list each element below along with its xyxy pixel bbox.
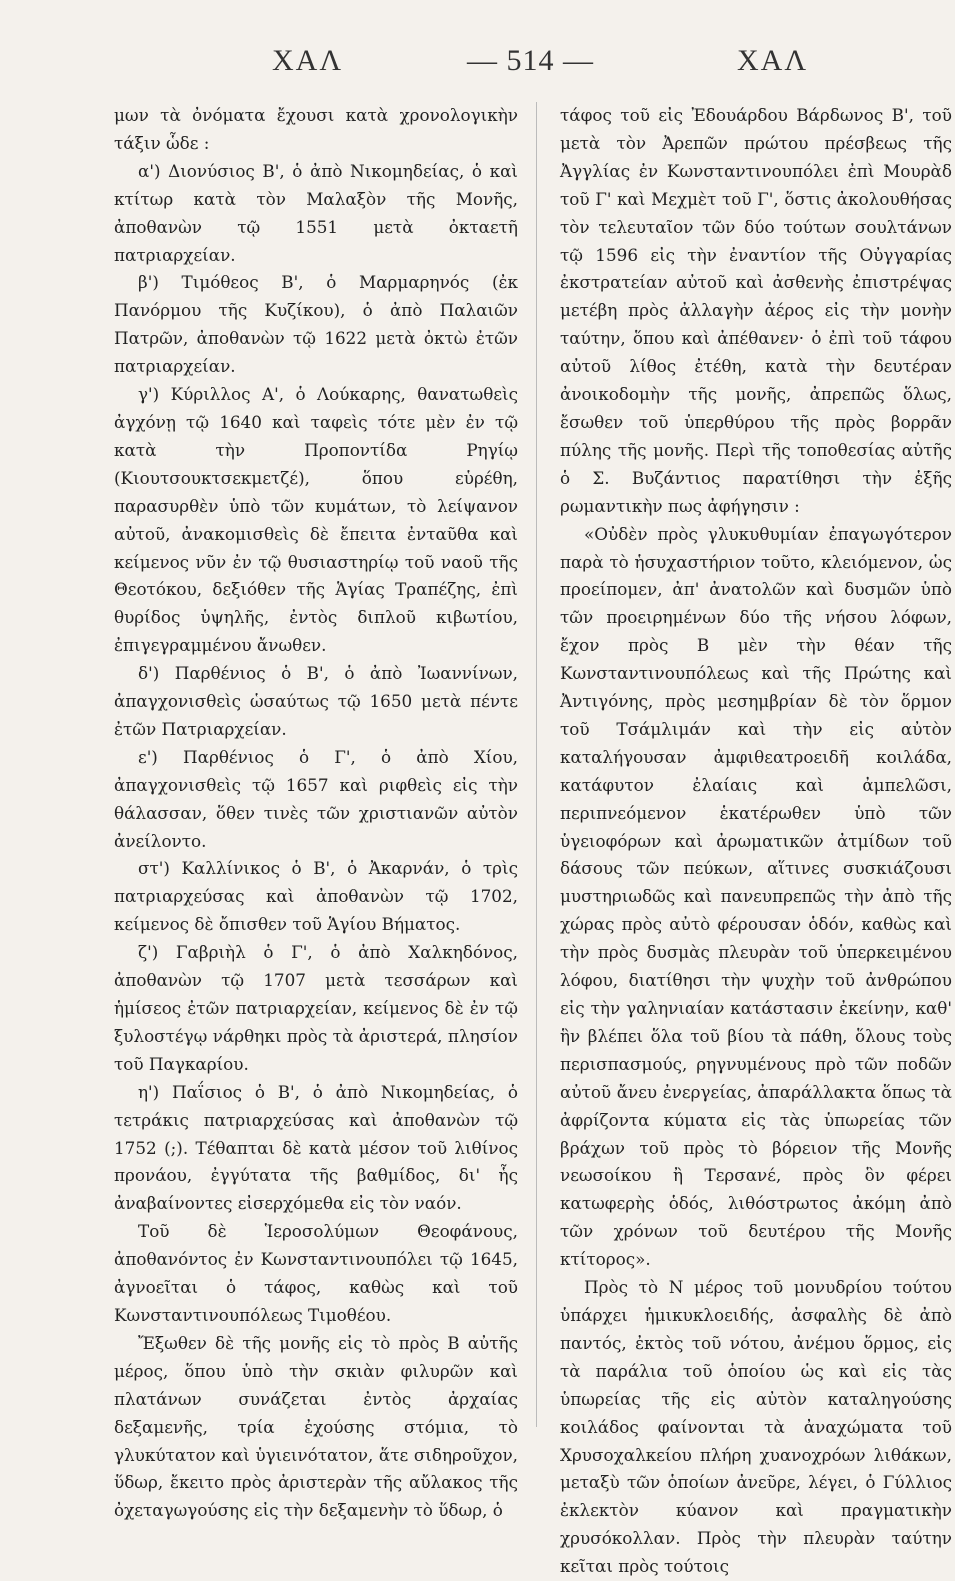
paragraph: ζ') Γαβριὴλ ὁ Γ', ὁ ἀπὸ Χαλκηδόνος, ἀποθανὼν τῷ 1707 μετὰ τεσσάρων καὶ ἡμίσεος ἐτῶν πατριαρχείαν, κείμενος δὲ ἐν τῷ ξυλοστέγῳ νάρθηκι πρὸς τὰ ἀριστερά, πλησίον τοῦ Παγκαρίου.: [114, 942, 518, 1074]
paragraph: ε') Παρθένιος ὁ Γ', ὁ ἀπὸ Χίου, ἀπαγχονισθεὶς τῷ 1657 καὶ ριφθεὶς εἰς τὴν θάλασσαν, ὅθεν τινὲς τῶν χριστιανῶν αὐτὸν ἀνείλοντο.: [114, 746, 518, 851]
paragraph: η') Παΐσιος ὁ Β', ὁ ἀπὸ Νικομηδείας, ὁ τετράκις πατριαρχεύσας καὶ ἀποθανὼν τῷ 1752 (;). Τέθαπται δὲ κατὰ μέσον τοῦ λιθίνος προνάου, ἐγγύτατα τῆς βαθμίδος, δι' ἧς ἀναβαίνοντες εἰσερχόμεθα εἰς τὸν ναόν.: [114, 1081, 518, 1214]
paragraph: Πρὸς τὸ Ν μέρος τοῦ μονυδρίου τούτου ὑπάρχει ἡμικυκλοειδής, ἀσφαλὴς δὲ ἀπὸ παντός, ἐκτὸς τοῦ νότου, ἀνέμου ὅρμος, εἰς τὰ παράλια τοῦ ὁποίου ὡς καὶ εἰς τὰς ὑπωρείας τῆς εἰς αὐτὸν καταληγούσης κοιλάδος φαίνονται τὰ ἀναχώματα τοῦ Χρυσοχαλκείου πλήρη χυανοχρόων λιθάκων, μεταξὺ τῶν ὁποίων ἀνεῦρε, λέγει, ὁ Γύλλιος ἐκλεκτὸν κύανον καὶ πραγματικὴν χρυσόκολλαν. Πρὸς τὴν πλευρὰν ταύτην κεῖται πρὸς τούτοις: [560, 1277, 952, 1577]
paragraph: Τοῦ δὲ Ἱεροσολύμων Θεοφάνους, ἀποθανόντος ἐν Κωνσταντινουπόλει τῷ 1645, ἀγνοεῖται ὁ τάφος, καθὼς καὶ τοῦ Κωνσταντινουπόλεως Τιμοθέου.: [114, 1221, 518, 1325]
paragraph: στ') Καλλίνικος ὁ Β', ὁ Ἀκαρνάν, ὁ τρὶς πατριαρχεύσας καὶ ἀποθανὼν τῷ 1702, κείμενος δὲ ὄπισθεν τοῦ Ἁγίου Βήματος.: [114, 858, 518, 935]
paragraph: β') Τιμόθεος Β', ὁ Μαρμαρηνός (ἐκ Πανόρμου τῆς Κυζίκου), ὁ ἀπὸ Παλαιῶν Πατρῶν, ἀποθανὼν τῷ 1622 μετὰ ὀκτὼ ἐτῶν πατριαρχείαν.: [114, 272, 518, 377]
quoted-paragraph: «Οὐδὲν πρὸς γλυκυθυμίαν ἐπαγωγότερον παρὰ τὸ ἡσυχαστήριον τοῦτο, κλειόμενον, ὡς προείπομεν, ἀπ' ἀνατολῶν καὶ δυσμῶν ὑπὸ τῶν προειρημένων δύο τῆς νήσου λόφων, ἔχον πρὸς Β μὲν τὴν θέαν τῆς Κωνσταντινουπόλεως καὶ τῆς Πρώτης καὶ Ἀντιγόνης, πρὸς μεσημβρίαν δὲ τὸν ὅρμον τοῦ Τσάμλιμάν καὶ τὴν εἰς αὐτὸν καταλήγουσαν ἀμφιθεατροειδῆ κοιλάδα, κατάφυτον ἐλαίαις καὶ ἀμπελῶσι, περιπνεόμενον ἑκατέρωθεν ὑπὸ τῶν ὑγειοφόρων καὶ ἀρωματικῶν ἀτμίδων τοῦ δάσους τῶν πεύκων, αἵτινες συσκιάζουσι μυστηριωδῶς καὶ πανευπρεπῶς τὴν ἀπὸ τῆς χώρας πρὸς αὐτὸ φέρουσαν ὁδόν, καθὼς καὶ τὴν πρὸς δυσμὰς πλευρὰν τοῦ ὑπερκειμένου λόφου, διατίθησι τὴν ψυχὴν τοῦ ἀνθρώπου εἰς τὴν γαληνιαίαν κατάστασιν ἐκείνην, καθ' ἣν βλέπει ὅλα τοῦ βίου τὰ πάθη, ὅλους τοὺς περισπασμούς, ρηγνυμένους πρὸ τῶν ποδῶν αὐτοῦ ἄνευ ἐνεργείας, ἀπαράλλακτα ὅπως τὰ ἀφρίζοντα κύματα εἰς τὰς ὑπωρείας τῶν βράχων τοῦ πρὸς τὸ βόρειον τῆς Μονῆς νεωσοίκου ἢ Τερσανέ, πρὸς ὃν φέρει κατωφερὴς ὁδός, λιθόστρωτος ἀκόμη ἀπὸ τῶν χρόνων τοῦ δευτέρου τῆς Μονῆς κτίτορος».: [560, 523, 952, 1270]
right-column: [560, 102, 952, 1581]
paragraph: α') Διονύσιος Β', ὁ ἀπὸ Νικομηδείας, ὁ καὶ κτίτωρ κατὰ τὸν Μαλαξὸν τῆς Μονῆς, ἀποθανὼν τῷ 1551 μετὰ ὀκταετῆ πατριαρχείαν.: [114, 160, 518, 265]
page-number: — 514 —: [467, 44, 594, 77]
paragraph: δ') Παρθένιος ὁ Β', ὁ ἀπὸ Ἰωαννίνων, ἀπαγχονισθεὶς ὡσαύτως τῷ 1650 μετὰ πέντε ἐτῶν Πατριαρχείαν.: [114, 663, 518, 739]
paragraph: τάφος τοῦ εἰς Ἐδουάρδου Βάρδωνος Β', τοῦ μετὰ τὸν Ἀρεπῶν πρώτου πρέσβεως τῆς Ἀγγλίας ἐν Κωνσταντινουπόλει ἐπὶ Μουρὰδ τοῦ Γ' καὶ Μεχμὲτ τοῦ Γ', ὅστις ἀκολουθήσας τὸν τελευταῖον τῶν δύο τούτων σουλτάνων τῷ 1596 εἰς τὴν ἐναντίον τῆς Οὐγγαρίας ἐκστρατείαν αὐτοῦ καὶ ἀσθενὴς ἐπιστρέψας μετέβη πρὸς ἀλλαγὴν ἀέρος εἰς τὴν μονὴν ταύτην, ὅπου καὶ ἀπέθανεν· ὁ ἐπὶ τοῦ τάφου αὐτοῦ λίθος ἐτέθη, κατὰ τὴν δευτέραν ἀνοικοδομὴν τῆς μονῆς, ἀπρεπῶς ὅλως, ἔσωθεν τοῦ ὑπερθύρου τῆς πρὸς βορρᾶν πύλης τῆς μονῆς. Περὶ τῆς τοποθεσίας αὐτῆς ὁ Σ. Βυζάντιος παρατίθησι τὴν ἑξῆς ρωμαντικὴν πως ἀφήγησιν :: [560, 105, 952, 516]
paragraph: Ἔξωθεν δὲ τῆς μονῆς εἰς τὸ πρὸς Β αὐτῆς μέρος, ὅπου ὑπὸ τὴν σκιὰν φιλυρῶν καὶ πλατάνων συνάζεται ἐντὸς ἀρχαίας δεξαμενῆς, τρία ἐχούσης στόμια, τὸ γλυκύτατον καὶ ὑγιεινότατον, ἅτε σιδηροῦχον, ὕδωρ, ἔκειτο πρὸς ἀριστερὰν τῆς αὔλακος τῆς ὀχεταγωγούσης εἰς τὴν δεξαμενὴν τὸ ὕδωρ, ὁ: [114, 1332, 518, 1521]
header-left-word: ΧΑΛ: [272, 44, 344, 77]
header-right-word: ΧΑΛ: [737, 44, 809, 77]
left-column: [114, 102, 518, 1525]
column-divider: [536, 102, 537, 1427]
paragraph: μων τὰ ὀνόματα ἔχουσι κατὰ χρονολογικὴν τάξιν ὧδε :: [114, 105, 518, 153]
running-header: [112, 44, 872, 84]
paragraph: γ') Κύριλλος Α', ὁ Λούκαρης, θανατωθεὶς ἀγχόνῃ τῷ 1640 καὶ ταφεὶς τότε μὲν ἐν τῷ κατὰ τὴν Προποντίδα Ρηγίῳ (Κιουτσουκτσεκμετζέ), ὅπου εὑρέθη, παρασυρθὲν ὑπὸ τῶν κυμάτων, τὸ λείψανον αὐτοῦ, ἀνακομισθεὶς δὲ ἔπειτα ἐνταῦθα καὶ κείμενος νῦν ἐν τῷ θυσιαστηρίῳ τοῦ ναοῦ τῆς Θεοτόκου, δεξιόθεν τῆς Ἁγίας Τραπέζης, ἐπὶ θυρίδος ὑψηλῆς, ἐντὸς διπλοῦ κιβωτίου, ἐπιγεγραμμένου ἄνωθεν.: [114, 384, 518, 656]
